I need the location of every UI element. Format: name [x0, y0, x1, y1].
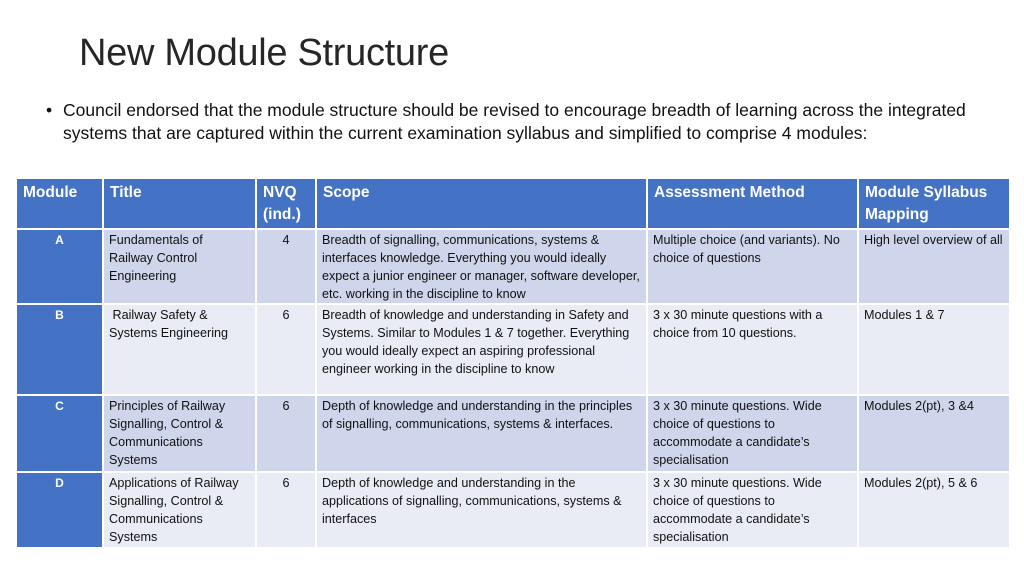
- scope-cell: Breadth of knowledge and understanding in Safety and Systems. Similar to Modules 1 & 7 together. Everything you would ideally expect an aspiring professional engineer working in the discipline to know: [316, 304, 647, 395]
- assessment-cell: 3 x 30 minute questions. Wide choice of questions to accommodate a candidate’s specialisation: [647, 472, 858, 548]
- bullet-text: Council endorsed that the module structure should be revised to encourage breadth of learning across the integrated systems that are captured within the current examination syllabus and simplified to comprise 4 modules:: [63, 100, 966, 143]
- table-row: [16, 229, 1010, 304]
- nvq-cell: 4: [256, 229, 316, 304]
- header-title: Title: [103, 178, 256, 229]
- header-mapping: Module Syllabus Mapping: [858, 178, 1010, 229]
- header-scope: Scope: [316, 178, 647, 229]
- mapping-cell: Modules 2(pt), 3 &4: [858, 395, 1010, 472]
- header-nvq-line1: NVQ: [263, 184, 297, 201]
- scope-cell: Depth of knowledge and understanding in the applications of signalling, communications, systems & interfaces: [316, 472, 647, 548]
- nvq-cell: 6: [256, 304, 316, 395]
- header-assessment: Assessment Method: [647, 178, 858, 229]
- bullet-icon: •: [46, 100, 53, 120]
- header-nvq: [256, 178, 316, 229]
- module-cell: A: [16, 229, 103, 304]
- module-cell: D: [16, 472, 103, 548]
- module-cell: B: [16, 304, 103, 395]
- nvq-cell: 6: [256, 472, 316, 548]
- module-cell: C: [16, 395, 103, 472]
- scope-cell: Breadth of signalling, communications, systems & interfaces knowledge. Everything you would ideally expect a junior engineer or manager, software developer, etc. working in the discipline to know: [316, 229, 647, 304]
- table-header-row: [16, 178, 1010, 229]
- header-nvq-line2: (ind.): [263, 206, 301, 223]
- slide-title: New Module Structure: [79, 32, 449, 74]
- assessment-cell: Multiple choice (and variants). No choice of questions: [647, 229, 858, 304]
- assessment-cell: 3 x 30 minute questions. Wide choice of questions to accommodate a candidate’s specialisation: [647, 395, 858, 472]
- table-row: [16, 304, 1010, 395]
- mapping-cell: Modules 2(pt), 5 & 6: [858, 472, 1010, 548]
- module-table: [15, 177, 1011, 549]
- bullet-point: [46, 99, 996, 145]
- title-cell: Principles of Railway Signalling, Control & Communications Systems: [103, 395, 256, 472]
- header-module: Module: [16, 178, 103, 229]
- table-row: [16, 472, 1010, 548]
- title-cell: Fundamentals of Railway Control Engineering: [103, 229, 256, 304]
- scope-cell: Depth of knowledge and understanding in the principles of signalling, communications, systems & interfaces.: [316, 395, 647, 472]
- nvq-cell: 6: [256, 395, 316, 472]
- mapping-cell: High level overview of all: [858, 229, 1010, 304]
- assessment-cell: 3 x 30 minute questions with a choice from 10 questions.: [647, 304, 858, 395]
- title-cell: Railway Safety & Systems Engineering: [103, 304, 256, 395]
- title-cell: Applications of Railway Signalling, Control & Communications Systems: [103, 472, 256, 548]
- mapping-cell: Modules 1 & 7: [858, 304, 1010, 395]
- table-row: [16, 395, 1010, 472]
